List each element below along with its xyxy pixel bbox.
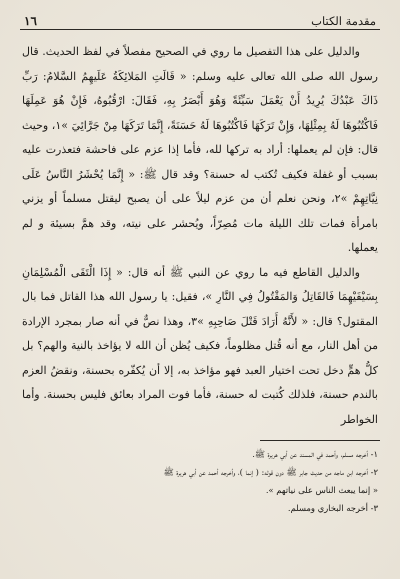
paragraph: والدليل على هذا التفصيل ما روي في الصحيح مفصلاً في لفظ الحديث. قال رسول الله صلى الله تعالى عليه وسلم: « قَالَتِ المَلائِكَةُ عَلَيهِمُ السَّلامُ: رَبِّ ذَاكَ عَبْدُكَ يُرِيدُ أَنْ يَعْمَلَ سَيِّئَةً وَهُوَ أَبْصَرُ بِهِ، فَقَالَ: ارْقُبُوهُ، فَإِنْ هُوَ عَمِلَهَا فَاكْتُبُوهَا لَهُ بِمِثْلِهَا، وَإِنْ تَرَكَهَا فَاكْتُبُوهَا لَهُ حَسَنَةً، إِنَّمَا تَرَكَهَا مِنْ جَرَّائِيَ »١، وحيث قال: فإن لم يعملها: أراد به تركها لله، فأما إذا عزم على فاحشة فتعذرت عليه بسبب أو غفلة فكيف تُكتب له حسنة؟ وقد قال ﷺ: « إِنَّمَا يُحْشَرُ النَّاسُ عَلَى نِيَّاتِهِمْ »٢، ونحن نعلم أن من عزم ليلاً على أن يصبح ليقتل مسلماً أو يزني بامرأة فمات تلك الليلة مات مُصِرّاً، ويُحشر على نيته، وقد همَّ بسيئة و لم يعملها. (22, 45, 378, 254)
footnote: ٣- أخرجه البخاري ومسلم. (287, 503, 378, 513)
footnotes (20, 445, 380, 517)
paragraph: والدليل القاطع فيه ما روي عن النبي ﷺ أنه قال: « إِذَا الْتَقَى الْمُسْلِمَانِ بِسَيْفَيْهِمَا فَالقَاتِلُ وَالمَقْتُولُ فِي النَّارِ »، فقيل: يا رسول الله هذا القاتل فما بال المقتول؟ قال: « لأَنَّهُ أَرَادَ قَتْلَ صَاحِبِهِ »٣، وهذا نصٌّ في أنه صار بمجرد الإرادة من أهل النار، مع أنه قُتل مظلوماً، فكيف يُظن أن الله لا يؤاخذ بالنية والهم؟ بل كلُّ همٍّ دخل تحت اختيار العبد فهو مؤاخذ به، إلا أن يُكفّره بحسنة، ونقضُ العزم بالندم حسنة، فلذلك كُتبت له حسنة، فأما فوت المراد بعائق فليس بحسنة. وأما الخواطر (22, 265, 378, 426)
page-number: ١٦ (24, 14, 37, 28)
main-text (20, 40, 380, 432)
footnote: ٢- أخرجه ابن ماجه من حديث جابر ﷺ دون قوله: ( إنما )، وأخرجه أحمد عن أبي هريرة ﷺ (163, 467, 378, 477)
page-header (20, 6, 380, 30)
footnote: « إنما يبعث الناس على نياتهم ». (265, 485, 378, 495)
running-title: مقدمة الكتاب (311, 14, 376, 28)
footnote-separator (260, 440, 380, 441)
footnote: ١- أخرجه مسلم، وأحمد في المسند عن أبي هريرة ﷺ. (252, 449, 378, 459)
